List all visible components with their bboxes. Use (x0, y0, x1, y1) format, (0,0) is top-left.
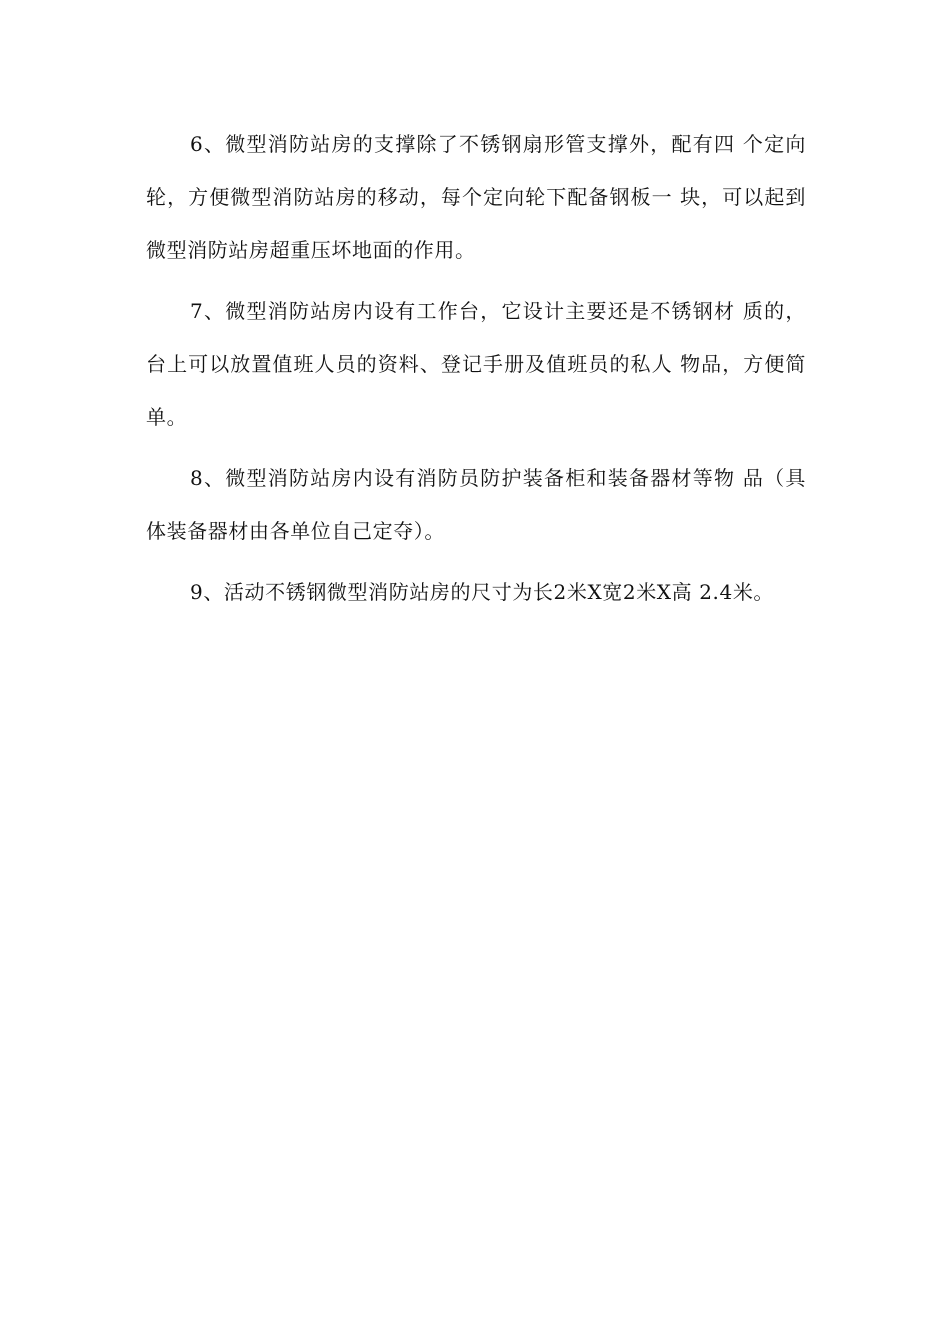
document-body (146, 118, 806, 619)
paragraph-item-6: 6、微型消防站房的支撑除了不锈钢扇形管支撑外，配有四 个定向轮，方便微型消防站房的移动，每个定向轮下配备钢板一 块，可以起到微型消防站房超重压坏地面的作用。 (146, 132, 806, 262)
paragraph-item-7: 7、微型消防站房内设有工作台，它设计主要还是不锈钢材 质的，台上可以放置值班人员的资料、登记手册及值班员的私人 物品，方便简单。 (146, 299, 806, 429)
paragraph-item-8: 8、微型消防站房内设有消防员防护装备柜和装备器材等物 品（具体装备器材由各单位自己定夺）。 (146, 466, 806, 543)
paragraph-item-9: 9、活动不锈钢微型消防站房的尺寸为长2米X宽2米X高 2.4米。 (190, 580, 775, 604)
